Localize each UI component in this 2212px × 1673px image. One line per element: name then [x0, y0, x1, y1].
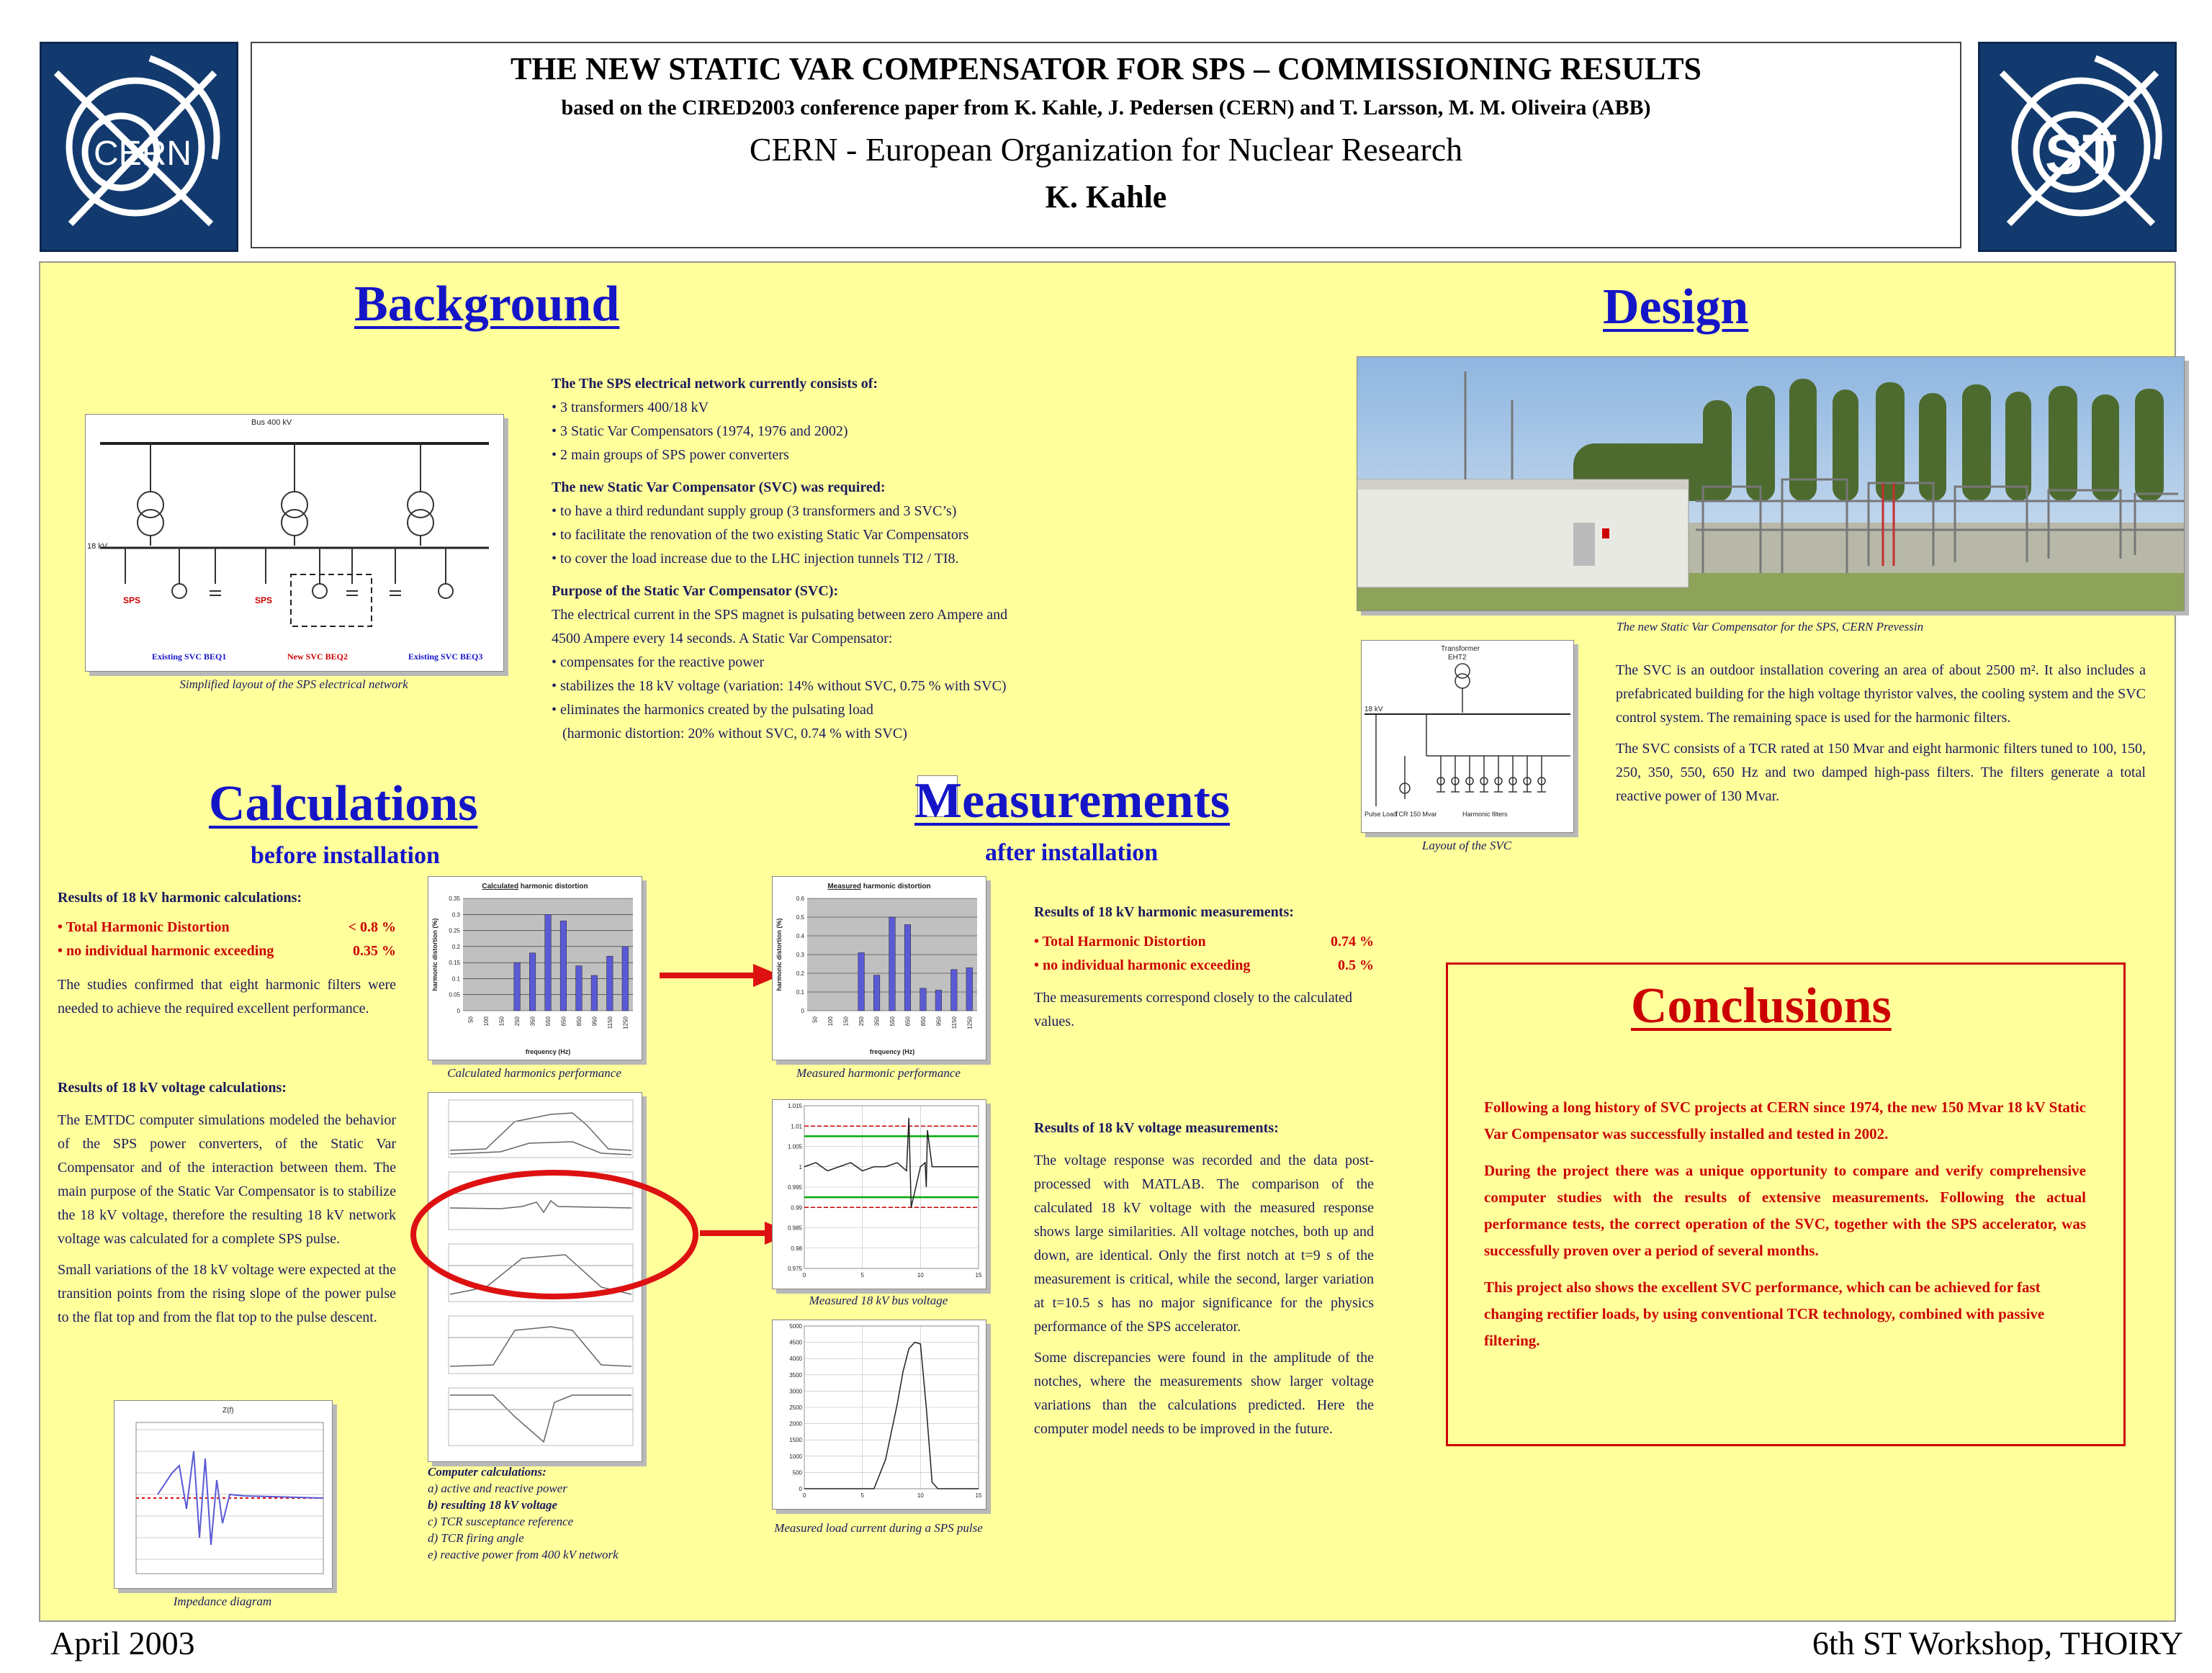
meas-current-chart-svg: [773, 1320, 986, 1509]
impedance-diagram-caption: Impedance diagram: [173, 1595, 272, 1608]
svg-text:Harmonic filters: Harmonic filters: [1462, 811, 1508, 818]
bar: [935, 990, 942, 1011]
y-tick-label: 0.6: [796, 896, 804, 902]
x-tick-label: 950: [591, 1016, 598, 1027]
computer-calc-item: b) resulting 18 kV voltage: [428, 1498, 558, 1512]
calc-harm-text: The studies confirmed that eight harmonic filters were needed to achieve the required excellent performance.: [58, 977, 396, 1016]
chart-title-rest: harmonic distortion: [518, 883, 588, 890]
cern-logo-icon: [42, 44, 236, 250]
x-tick-label: 850: [920, 1016, 927, 1027]
chart-title: [827, 883, 930, 890]
x-tick-label: 100: [483, 1016, 490, 1027]
calc-volt-heading: Results of 18 kV voltage calculations:: [58, 1080, 287, 1096]
meas-thd-value: 0.74 %: [1331, 934, 1374, 950]
svg-text:SPS: SPS: [255, 595, 273, 605]
author: K. Kahle: [1045, 179, 1167, 215]
st-logo: [1978, 42, 2177, 252]
meas-ind-row: [1034, 954, 1374, 978]
bar: [622, 947, 629, 1011]
y-tick-label: 3500: [789, 1371, 802, 1379]
calc-volt-paragraph-2: Small variations of the 18 kV voltage were expected at the transition points from the rising slope of the power pulse to the flat top and from the flat top to the pulse descent.: [58, 1262, 396, 1325]
x-tick-label: 1250: [622, 1016, 629, 1029]
footer-date: April 2003: [50, 1625, 195, 1661]
network-item: • 3 Static Var Compensators (1974, 1976 and 2002): [552, 423, 848, 439]
impedance-diagram: [114, 1400, 333, 1589]
y-tick-label: 1000: [789, 1453, 802, 1460]
svc-layout-caption: Layout of the SVC: [1421, 839, 1512, 852]
x-tick-label: 1150: [606, 1016, 613, 1029]
x-tick-label: 550: [545, 1016, 552, 1027]
background-text: [552, 364, 1142, 746]
y-tick-label: 2500: [789, 1404, 802, 1411]
st-logo-icon: [1980, 44, 2175, 250]
y-tick-label: 0: [457, 1008, 460, 1014]
y-tick-label: 0.05: [449, 991, 460, 998]
design-paragraph-1: The SVC is an outdoor installation covering an area of about 2500 m². It also includes a prefabricated building for the high voltage thyristor valves, the cooling system and the SVC control system. The remaining space is used for the harmonic filters.: [1616, 662, 2146, 726]
bar: [529, 953, 536, 1011]
meas-harmonic-results: [1034, 901, 1374, 1041]
y-tick-label: 5000: [789, 1323, 802, 1330]
y-tick-label: 0: [799, 1486, 802, 1492]
svg-text:Z(f): Z(f): [222, 1407, 234, 1415]
y-tick-label: 1.015: [787, 1103, 802, 1109]
y-tick-label: 4500: [789, 1339, 802, 1346]
chart-title: [482, 883, 588, 890]
svg-text:Bus 400 kV: Bus 400 kV: [251, 418, 292, 427]
y-tick-label: 0.2: [796, 970, 804, 977]
x-tick-label: 850: [575, 1016, 583, 1027]
network-item: • 2 main groups of SPS power converters: [552, 447, 789, 463]
bar: [545, 914, 552, 1011]
meas-voltage-chart-caption: Measured 18 kV bus voltage: [809, 1294, 948, 1307]
conclusions-paragraph-1: Following a long history of SVC projects at CERN since 1974, the new 150 Mvar 18 kV Static Var Compensator was successfully installed and tested in 2002.: [1484, 1099, 2086, 1142]
svg-text:Existing SVC BEQ1: Existing SVC BEQ1: [152, 651, 227, 662]
network-heading: The The SPS electrical network currently consists of:: [552, 376, 878, 392]
calc-ind-value: 0.35 %: [353, 943, 396, 959]
meas-current-chart: [772, 1320, 986, 1510]
svg-text:18 kV: 18 kV: [1364, 705, 1383, 713]
x-tick-label: 350: [529, 1016, 536, 1027]
y-axis-label: harmonic distortion (%): [431, 918, 439, 991]
network-diagram: [85, 414, 504, 672]
x-tick-label: 5: [860, 1272, 864, 1279]
bar: [904, 924, 911, 1011]
bar: [889, 917, 896, 1011]
design-text: [1616, 659, 2146, 816]
calc-voltage-results: [58, 1076, 396, 1337]
x-tick-label: 100: [827, 1016, 835, 1027]
x-tick-label: 550: [889, 1016, 896, 1027]
y-tick-label: 0.975: [787, 1266, 802, 1272]
svc-photo-caption: The new Static Var Compensator for the SPS, CERN Prevessin: [1616, 620, 1924, 633]
meas-harmonic-chart-svg: [773, 877, 986, 1060]
x-tick-label: 15: [975, 1492, 982, 1499]
x-axis-label: frequency (Hz): [869, 1048, 915, 1055]
bar: [607, 956, 613, 1011]
meas-ind-value: 0.5 %: [1338, 957, 1374, 973]
x-tick-label: 1150: [950, 1016, 958, 1029]
svg-text:Pulse Load: Pulse Load: [1364, 811, 1398, 818]
design-heading: Design: [1603, 279, 1749, 335]
svc-layout-graphic: [1362, 641, 1573, 832]
y-tick-label: 0.35: [449, 896, 460, 902]
y-tick-label: 0.1: [451, 975, 460, 983]
x-tick-label: 350: [873, 1016, 881, 1027]
x-tick-label: 150: [498, 1016, 505, 1027]
meas-volt-heading: Results of 18 kV voltage measurements:: [1034, 1120, 1279, 1136]
y-tick-label: 0: [801, 1008, 804, 1014]
network-item: • 3 transformers 400/18 kV: [552, 400, 709, 415]
y-tick-label: 4000: [789, 1356, 802, 1363]
calc-harmonic-results: [58, 886, 396, 1028]
bar: [591, 975, 598, 1011]
required-heading: The new Static Var Compensator (SVC) was required:: [552, 479, 886, 495]
meas-ind-label: • no individual harmonic exceeding: [1034, 957, 1251, 973]
calc-harmonic-chart: [428, 876, 642, 1060]
poster-body: [39, 261, 2176, 1622]
x-tick-label: 10: [917, 1492, 924, 1499]
x-tick-label: 50: [467, 1016, 475, 1023]
meas-voltage-chart-svg: [773, 1100, 986, 1289]
y-tick-label: 1.01: [791, 1123, 802, 1130]
purpose-line: The electrical current in the SPS magnet is pulsating between zero Ampere and: [552, 607, 1008, 623]
calc-thd-row: [58, 916, 396, 939]
x-tick-label: 50: [811, 1016, 819, 1023]
conclusions-heading: Conclusions: [1631, 978, 1892, 1034]
svg-text:18 kV: 18 kV: [87, 542, 108, 551]
required-item: • to have a third redundant supply group (3 transformers and 3 SVC’s): [552, 503, 957, 519]
calc-thd-label: • Total Harmonic Distortion: [58, 919, 230, 935]
x-tick-label: 5: [860, 1492, 864, 1499]
purpose-line: 4500 Ampere every 14 seconds. A Static Var Compensator:: [552, 631, 893, 646]
svg-text:ST: ST: [2045, 122, 2117, 186]
meas-harmonic-chart-caption: Measured harmonic performance: [796, 1066, 961, 1080]
y-tick-label: 0.995: [787, 1184, 802, 1191]
y-tick-label: 0.15: [449, 960, 460, 967]
y-tick-label: 2000: [789, 1420, 802, 1428]
bar: [873, 975, 880, 1011]
y-axis-label: harmonic distortion (%): [775, 918, 783, 991]
header: [251, 42, 1961, 248]
cern-logo: [40, 42, 238, 252]
bar: [560, 921, 567, 1011]
x-tick-label: 950: [935, 1016, 943, 1027]
computer-calc-item: d) TCR firing angle: [428, 1531, 524, 1545]
computer-calc-heading: Computer calculations:: [428, 1465, 547, 1479]
y-tick-label: 0.1: [796, 989, 804, 996]
meas-thd-label: • Total Harmonic Distortion: [1034, 934, 1206, 950]
measurements-subheading: after installation: [985, 839, 1159, 866]
x-tick-label: 1250: [966, 1016, 974, 1029]
calc-ind-row: [58, 939, 396, 963]
bar: [576, 966, 583, 1011]
bar: [951, 970, 958, 1011]
purpose-line: • stabilizes the 18 kV voltage (variation: 14% without SVC, 0.75 % with SVC): [552, 678, 1007, 694]
x-tick-label: 250: [858, 1016, 866, 1027]
x-tick-label: 650: [904, 1016, 912, 1027]
svc-layout-diagram: [1361, 640, 1574, 833]
y-tick-label: 0.25: [449, 927, 460, 934]
network-diagram-graphic: [86, 415, 503, 671]
meas-current-chart-caption: Measured load current during a SPS pulse: [774, 1521, 983, 1535]
chart-title-emphasis: Measured: [827, 883, 862, 890]
y-tick-label: 0.2: [451, 943, 460, 950]
x-tick-label: 10: [917, 1272, 924, 1279]
computer-calculations-legend: [428, 1464, 730, 1563]
computer-calc-item: e) reactive power from 400 kV network: [428, 1548, 619, 1561]
bar: [920, 988, 927, 1011]
y-tick-label: 1: [799, 1163, 802, 1171]
organization: CERN - European Organization for Nuclear Research: [749, 131, 1463, 168]
svc-photo-graphic: [1357, 357, 2184, 610]
network-diagram-caption: Simplified layout of the SPS electrical network: [179, 677, 408, 691]
x-tick-label: 0: [802, 1492, 806, 1499]
calc-harmonic-chart-svg: [428, 877, 642, 1060]
purpose-heading: Purpose of the Static Var Compensator (SVC):: [552, 583, 839, 599]
meas-harmonic-chart: [772, 876, 986, 1060]
poster-subtitle: based on the CIRED2003 conference paper from K. Kahle, J. Pedersen (CERN) and T. Larsson, M. M. Oliveira (ABB): [561, 96, 1651, 120]
y-tick-label: 500: [792, 1469, 802, 1476]
computer-calc-item: a) active and reactive power: [428, 1482, 567, 1495]
bar: [966, 968, 973, 1011]
poster-title: THE NEW STATIC VAR COMPENSATOR FOR SPS – COMMISSIONING RESULTS: [510, 51, 1702, 86]
conclusions-text: [1484, 1094, 2086, 1364]
x-tick-label: 0: [802, 1272, 806, 1279]
svg-text:SPS: SPS: [123, 595, 141, 605]
meas-voltage-chart: [772, 1099, 986, 1289]
y-tick-label: 0.99: [791, 1204, 802, 1212]
x-tick-label: 150: [842, 1016, 850, 1027]
y-tick-label: 0.4: [796, 933, 804, 939]
bar: [514, 962, 521, 1011]
svg-text:CERN: CERN: [94, 135, 192, 173]
meas-volt-paragraph-1: The voltage response was recorded and the data post-processed with MATLAB. The comparison of the calculated 18 kV voltage with the measured response shows large similarities. All voltage notches, both up and down, are identical. Only the first notch at t=9 s of the measurement is critical, while the second, larger variation at t=10.5 s has no major significance for the physics performance of the SPS accelerator.: [1034, 1153, 1374, 1335]
background-heading: Background: [354, 276, 620, 332]
calc-harmonic-chart-caption: Calculated harmonics performance: [447, 1066, 621, 1080]
calc-thd-value: < 0.8 %: [348, 919, 396, 935]
conclusions-paragraph-3: This project also shows the excellent SVC performance, which can be achieved for fast changing rectifier loads, by using conventional TCR technology, combined with passive filtering.: [1484, 1279, 2045, 1349]
calc-volt-paragraph-1: The EMTDC computer simulations modeled the behavior of the SPS power converters, of the Static Var Compensator and of the interaction between them. The main purpose of the Static Var Compensator is to stabilize the 18 kV voltage, therefore the resulting 18 kV network voltage was calculated for a complete SPS pulse.: [58, 1112, 396, 1247]
x-tick-label: 650: [560, 1016, 567, 1027]
calc-harm-heading: Results of 18 kV harmonic calculations:: [58, 890, 302, 906]
calc-ind-label: • no individual harmonic exceeding: [58, 943, 274, 959]
conclusions-box: [1446, 962, 2126, 1446]
purpose-line: • compensates for the reactive power: [552, 654, 765, 670]
y-tick-label: 0.3: [451, 911, 460, 919]
y-tick-label: 1.005: [787, 1143, 802, 1150]
meas-voltage-results: [1034, 1117, 1374, 1448]
meas-harm-heading: Results of 18 kV harmonic measurements:: [1034, 904, 1294, 920]
meas-harm-text: The measurements correspond closely to the calculated values.: [1034, 990, 1353, 1029]
svc-photo: [1357, 356, 2185, 611]
y-tick-label: 0.3: [796, 952, 804, 958]
required-item: • to facilitate the renovation of the two existing Static Var Compensators: [552, 527, 969, 543]
required-item: • to cover the load increase due to the LHC injection tunnels TI2 / TI8.: [552, 551, 959, 567]
impedance-diagram-graphic: [114, 1401, 332, 1588]
x-axis-label: frequency (Hz): [525, 1048, 571, 1055]
chart-title-emphasis: Calculated: [482, 883, 518, 890]
meas-volt-paragraph-2: Some discrepancies were found in the amplitude of the notches, where the measurements show larger voltage variations than the calculations predicted. Here the computer model needs to be improved in the future.: [1034, 1350, 1374, 1437]
y-tick-label: 0.985: [787, 1225, 802, 1232]
y-tick-label: 1500: [789, 1437, 802, 1444]
svg-text:New SVC BEQ2: New SVC BEQ2: [287, 651, 349, 662]
svg-text:Existing SVC BEQ3: Existing SVC BEQ3: [408, 651, 483, 662]
x-tick-label: 15: [975, 1272, 982, 1279]
conclusions-paragraph-2: During the project there was a unique opportunity to compare and verify comprehensive computer studies with the results of extensive measurements. Following the actual performance tests, the correct operation of the SVC, together with the SPS accelerator, was successfully proven over a period of several months.: [1484, 1162, 2086, 1259]
chart-title-rest: harmonic distortion: [861, 883, 931, 890]
design-paragraph-2: The SVC consists of a TCR rated at 150 Mvar and eight harmonic filters tuned to 100, 150, 250, 350, 550, 650 Hz and two damped high-pass filters. The filters generate a total reactive power of 130 Mvar.: [1616, 741, 2146, 804]
svg-text:EHT2: EHT2: [1448, 654, 1467, 662]
svg-text:TCR 150 Mvar: TCR 150 Mvar: [1395, 811, 1437, 818]
calculations-subheading: before installation: [251, 842, 440, 869]
arrow-harmonics: [660, 961, 782, 990]
calculations-heading: Calculations: [209, 776, 478, 831]
y-tick-label: 3000: [789, 1388, 802, 1395]
highlight-ellipse: [403, 1163, 706, 1307]
bar: [858, 952, 865, 1011]
purpose-line: • eliminates the harmonics created by the pulsating load: [552, 702, 873, 718]
y-tick-label: 0.5: [796, 914, 804, 921]
footer-event: 6th ST Workshop, THOIRY: [1812, 1625, 2183, 1661]
svg-text:Transformer: Transformer: [1441, 645, 1480, 653]
x-tick-label: 250: [514, 1016, 521, 1027]
computer-calc-item: c) TCR susceptance reference: [428, 1515, 574, 1528]
purpose-line: (harmonic distortion: 20% without SVC, 0.74 % with SVC): [552, 726, 907, 741]
y-tick-label: 0.98: [791, 1245, 802, 1252]
measurements-heading: Measurements: [914, 773, 1231, 829]
meas-thd-row: [1034, 930, 1374, 954]
